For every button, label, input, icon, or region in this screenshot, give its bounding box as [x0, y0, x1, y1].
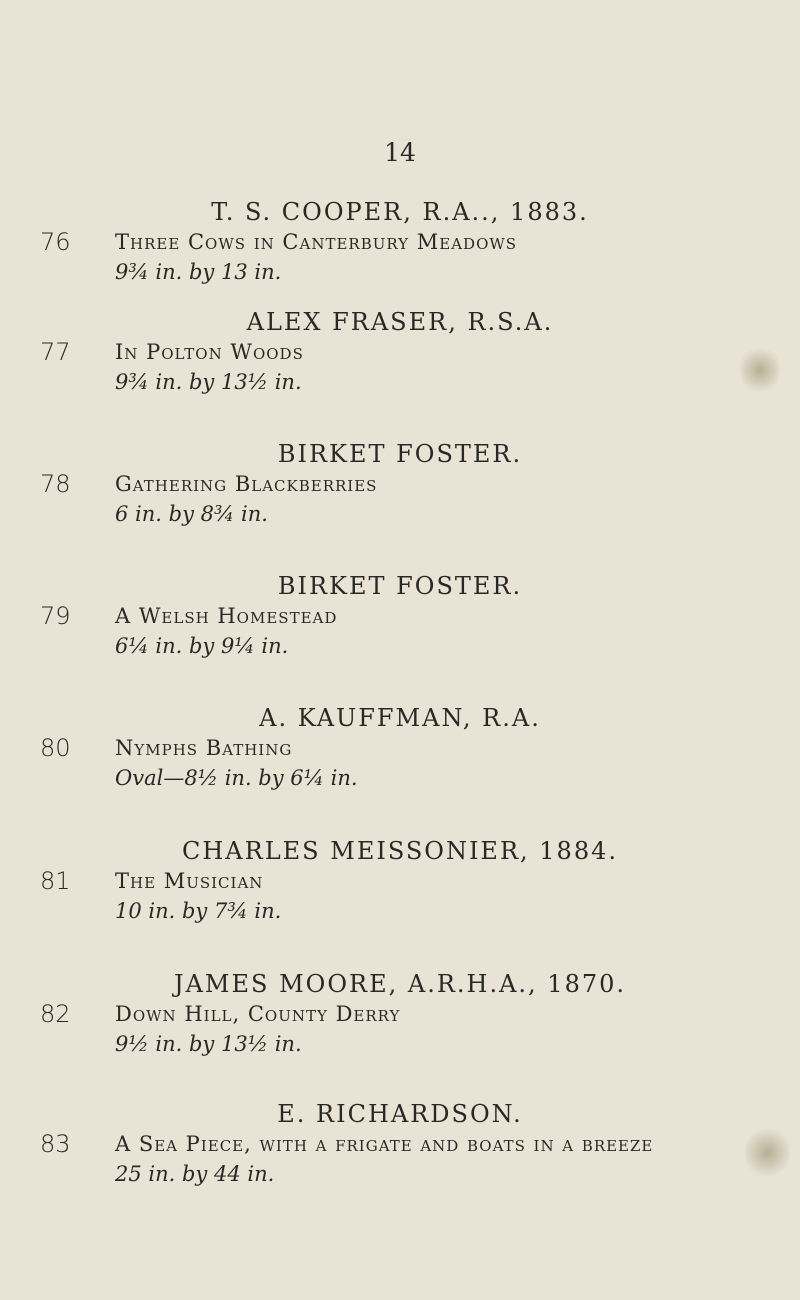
- artwork-title: Three Cows in Canterbury Meadows: [115, 230, 518, 254]
- artwork-dimensions: 9¾ in. by 13½ in.: [115, 370, 302, 394]
- artist-name: BIRKET FOSTER.: [277, 440, 523, 468]
- artist-name: CHARLES MEISSONIER, 1884.: [182, 837, 618, 865]
- paper-stain: [740, 345, 780, 395]
- artwork-dimensions: 10 in. by 7¾ in.: [115, 899, 282, 923]
- lot-number: 81: [40, 867, 71, 895]
- paper-stain: [745, 1125, 790, 1180]
- artwork-title: Gathering Blackberries: [115, 472, 378, 496]
- artist-name: T. S. COOPER, R.A.., 1883.: [211, 198, 589, 226]
- lot-number: 76: [40, 228, 71, 256]
- artwork-dimensions: 9¾ in. by 13 in.: [115, 260, 282, 284]
- artist-name: BIRKET FOSTER.: [277, 572, 523, 600]
- artist-name: ALEX FRASER, R.S.A.: [246, 308, 554, 336]
- artwork-dimensions: 6¼ in. by 9¼ in.: [115, 634, 289, 658]
- artwork-dimensions: 25 in. by 44 in.: [115, 1162, 275, 1186]
- lot-number: 83: [40, 1130, 71, 1158]
- artwork-title: A Welsh Homestead: [115, 604, 338, 628]
- artist-name: JAMES MOORE, A.R.H.A., 1870.: [173, 970, 627, 998]
- artwork-title: In Polton Woods: [115, 340, 304, 364]
- artwork-title: Down Hill, County Derry: [115, 1002, 401, 1026]
- artwork-title: The Musician: [115, 869, 264, 893]
- artwork-dimensions: Oval—8½ in. by 6¼ in.: [115, 766, 358, 790]
- lot-number: 79: [40, 602, 71, 630]
- artwork-title: A Sea Piece, with a frigate and boats in a breeze: [115, 1132, 654, 1156]
- lot-number: 82: [40, 1000, 71, 1028]
- artist-name: E. RICHARDSON.: [277, 1100, 523, 1128]
- lot-number: 78: [40, 470, 71, 498]
- lot-number: 80: [40, 734, 71, 762]
- artwork-dimensions: 9½ in. by 13½ in.: [115, 1032, 302, 1056]
- artist-name: A. KAUFFMAN, R.A.: [259, 704, 541, 732]
- artwork-title: Nymphs Bathing: [115, 736, 293, 760]
- lot-number: 77: [40, 338, 71, 366]
- artwork-dimensions: 6 in. by 8¾ in.: [115, 502, 268, 526]
- page-number: 14: [384, 138, 416, 167]
